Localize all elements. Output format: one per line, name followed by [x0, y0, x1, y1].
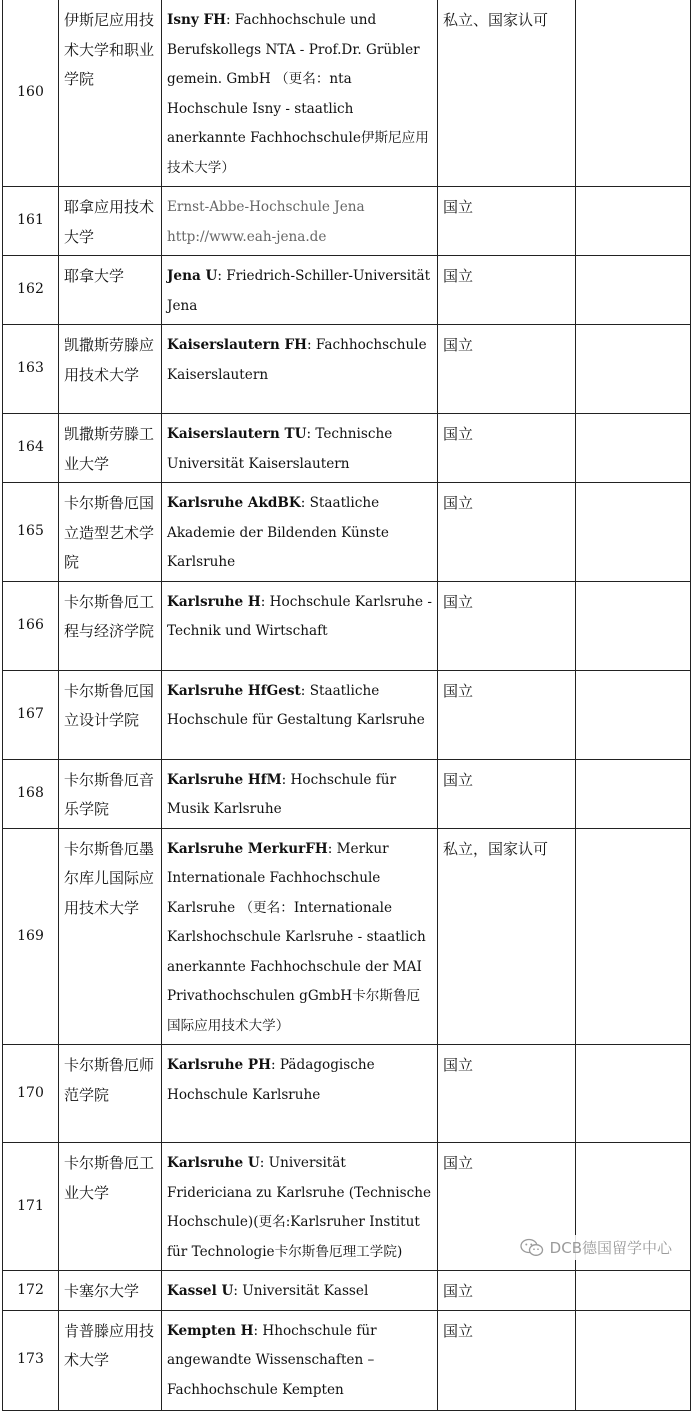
institution-type: 国立: [438, 414, 576, 483]
empty-cell: [576, 828, 691, 1045]
german-name: [162, 0, 438, 187]
german-name: [162, 1271, 438, 1311]
institution-type: 国立: [438, 1271, 576, 1311]
german-name: [162, 1310, 438, 1410]
row-number: 160: [3, 0, 59, 187]
full-name: : Universität Fridericiana zu Karlsruhe (Technische Hochschule)(更名:Karlsruher Institut für Technologie卡尔斯鲁厄理工学院): [167, 1155, 432, 1260]
german-name: [162, 187, 438, 256]
row-number: 164: [3, 414, 59, 483]
table-row: [3, 325, 691, 414]
watermark-text: DCB德国留学中心: [549, 1239, 672, 1257]
table-row: [3, 759, 691, 828]
chinese-name: 伊斯尼应用技术大学和职业学院: [59, 0, 162, 187]
institution-type: 国立: [438, 1045, 576, 1143]
chinese-name: 卡尔斯鲁厄师范学院: [59, 1045, 162, 1143]
full-name: : Technische Universität Kaiserslautern: [167, 426, 393, 472]
abbreviation: Kempten H: [167, 1322, 254, 1339]
university-table: [2, 0, 691, 1411]
institution-type: 国立: [438, 1310, 576, 1410]
row-number: 167: [3, 670, 59, 759]
table-row: [3, 1310, 691, 1410]
table-row: [3, 1271, 691, 1311]
german-name: [162, 414, 438, 483]
institution-type: 私立，国家认可: [438, 828, 576, 1045]
row-number: 173: [3, 1310, 59, 1410]
full-name: : Merkur Internationale Fachhochschule Karlsruhe （更名：Internationale Karlshochschule Karlsruhe - staatlich anerkannte Fachhochschule der MAI Privathochschulen gGmbH卡尔斯鲁厄国际应用技术大学）: [167, 840, 426, 1034]
empty-cell: [576, 325, 691, 414]
full-name: : Pädagogische Hochschule Karlsruhe: [167, 1057, 375, 1103]
chinese-name: 卡尔斯鲁厄国立造型艺术学院: [59, 483, 162, 582]
empty-cell: [576, 0, 691, 187]
institution-type: 私立、国家认可: [438, 0, 576, 187]
empty-cell: [576, 483, 691, 582]
chinese-name: 卡尔斯鲁厄墨尔库儿国际应用技术大学: [59, 828, 162, 1045]
chinese-name: 卡尔斯鲁厄国立设计学院: [59, 670, 162, 759]
chinese-name: 卡尔斯鲁厄工程与经济学院: [59, 581, 162, 670]
abbreviation: Isny FH: [167, 12, 227, 28]
chinese-name: 肯普滕应用技术大学: [59, 1310, 162, 1410]
abbreviation: Karlsruhe MerkurFH: [167, 840, 328, 857]
empty-cell: [576, 1045, 691, 1143]
table-row: [3, 483, 691, 582]
row-number: 161: [3, 187, 59, 256]
chinese-name: 卡尔斯鲁厄工业大学: [59, 1143, 162, 1271]
german-name: [162, 1045, 438, 1143]
german-name: [162, 1143, 438, 1271]
institution-type: 国立: [438, 325, 576, 414]
row-number: 166: [3, 581, 59, 670]
full-name: : Staatliche Hochschule für Gestaltung Karlsruhe: [167, 682, 425, 728]
table-row: [3, 670, 691, 759]
chinese-name: 凯撒斯劳滕应用技术大学: [59, 325, 162, 414]
full-name: : Fachhochschule und Berufskollegs NTA - Prof.Dr. Grübler gemein. GmbH （更名：nta Hochschule Isny - staatlich anerkannte Fachhochschule伊斯尼应用技术大学）: [167, 12, 429, 176]
empty-cell: [576, 256, 691, 325]
german-name: [162, 325, 438, 414]
row-number: 170: [3, 1045, 59, 1143]
chinese-name: 卡尔斯鲁厄音乐学院: [59, 759, 162, 828]
row-number: 162: [3, 256, 59, 325]
full-name: : Staatliche Akademie der Bildenden Künste Karlsruhe: [167, 495, 389, 570]
table-row: [3, 414, 691, 483]
abbreviation: Karlsruhe U: [167, 1155, 260, 1171]
chinese-name: 卡塞尔大学: [59, 1271, 162, 1311]
table-row: [3, 581, 691, 670]
empty-cell: [576, 1271, 691, 1311]
row-number: 168: [3, 759, 59, 828]
institution-type: 国立: [438, 256, 576, 325]
table-row: [3, 256, 691, 325]
abbreviation: Karlsruhe HfM: [167, 771, 282, 788]
german-name: [162, 483, 438, 582]
table-row: [3, 0, 691, 187]
abbreviation: Kaiserslautern FH: [167, 337, 307, 353]
german-name: [162, 256, 438, 325]
empty-cell: [576, 187, 691, 256]
abbreviation: Karlsruhe AkdBK: [167, 495, 301, 511]
chinese-name: 耶拿应用技术大学: [59, 187, 162, 256]
wechat-icon: [520, 1238, 544, 1258]
institution-type: 国立: [438, 759, 576, 828]
abbreviation: Karlsruhe HfGest: [167, 682, 301, 699]
full-name: : Fachhochschule Kaiserslautern: [167, 337, 427, 383]
chinese-name: 凯撒斯劳滕工业大学: [59, 414, 162, 483]
row-number: 171: [3, 1143, 59, 1271]
german-name: [162, 828, 438, 1045]
empty-cell: [576, 670, 691, 759]
row-number: 169: [3, 828, 59, 1045]
row-number: 165: [3, 483, 59, 582]
abbreviation: Kassel U: [167, 1283, 234, 1299]
watermark: [516, 1235, 676, 1260]
institution-type: 国立: [438, 483, 576, 582]
abbreviation: Karlsruhe H: [167, 593, 261, 610]
full-name: : Hochschule für Musik Karlsruhe: [167, 771, 397, 817]
empty-cell: [576, 414, 691, 483]
table-row: [3, 828, 691, 1045]
german-name: [162, 670, 438, 759]
full-name: : Hhochschule für angewandte Wissenschaften – Fachhochschule Kempten: [167, 1322, 377, 1398]
full-name: : Universität Kassel: [233, 1283, 369, 1299]
german-name: [162, 581, 438, 670]
institution-type: 国立: [438, 581, 576, 670]
full-name: : Hochschule Karlsruhe - Technik und Wirtschaft: [167, 593, 432, 639]
row-number: 163: [3, 325, 59, 414]
institution-type: 国立: [438, 1143, 576, 1271]
full-name: : Friedrich-Schiller-Universität Jena: [167, 268, 431, 314]
empty-cell: [576, 759, 691, 828]
german-name: [162, 759, 438, 828]
row-number: 172: [3, 1271, 59, 1311]
abbreviation: Karlsruhe PH: [167, 1057, 271, 1073]
table-row: [3, 1045, 691, 1143]
empty-cell: [576, 581, 691, 670]
chinese-name: 耶拿大学: [59, 256, 162, 325]
table-row: [3, 187, 691, 256]
institution-type: 国立: [438, 670, 576, 759]
empty-cell: [576, 1310, 691, 1410]
abbreviation: Kaiserslautern TU: [167, 426, 307, 442]
abbreviation: Jena U: [167, 268, 218, 284]
institution-type: 国立: [438, 187, 576, 256]
full-name: Ernst-Abbe-Hochschule Jena http://www.eah-jena.de: [167, 199, 365, 245]
